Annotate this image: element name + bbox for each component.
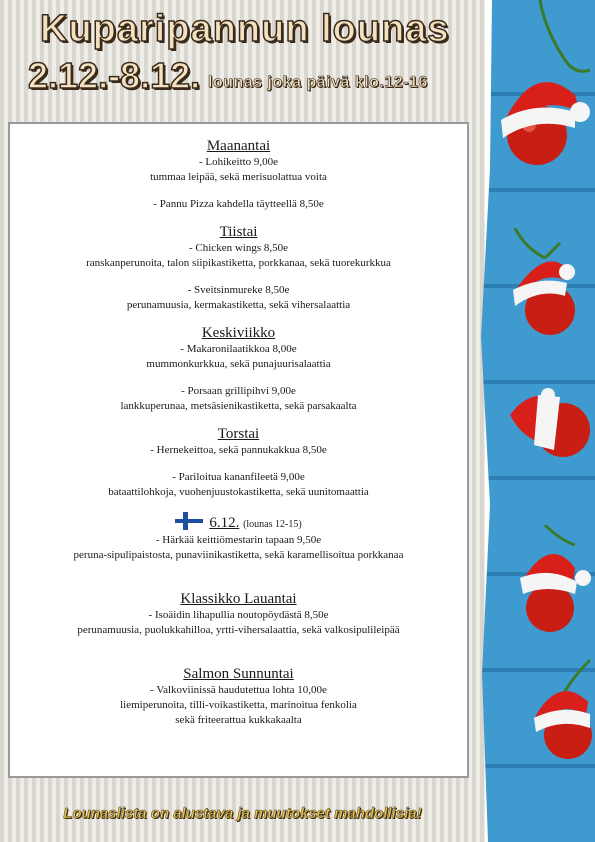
day-heading: Keskiviikko: [201, 325, 276, 341]
menu-item-description: perunamuusia, puolukkahilloa, yrtti-vihersalaattia, sekä valkosipulileipää: [77, 624, 400, 636]
menu-item: - Lohikeitto 9,00e: [198, 156, 279, 168]
menu-day-tuesday: [0, 224, 477, 313]
menu-item-description: tummaa leipää, sekä merisuolattua voita: [150, 171, 327, 183]
finnish-flag-icon: [175, 512, 203, 530]
menu-item: - Chicken wings 8,50e: [189, 242, 288, 254]
menu-item: - Pannu Pizza kahdella täytteellä 8,50e: [153, 198, 324, 210]
menu-item-description: perunamuusia, kermakastiketta, sekä vihersalaattia: [126, 299, 351, 311]
date-range: 2.12.-8.12.: [28, 55, 201, 96]
menu-day-wednesday: [0, 325, 477, 414]
menu-day-friday: [0, 512, 477, 563]
menu-item-description: sekä friteerattua kukkakaalta: [175, 714, 302, 726]
tomato-santa-hat-icon: [505, 228, 595, 338]
menu-item-description: liemiperunoita, tilli-voikastiketta, marinoitua fenkolia: [120, 699, 357, 711]
day-heading-text: 6.12.: [209, 515, 240, 531]
day-note: (lounas 12-15): [243, 519, 302, 530]
menu-item-description: lankkuperunaa, metsäsienikastiketta, sekä parsakaalta: [120, 400, 357, 412]
menu-item: - Härkää keittiömestarin tapaan 9,50e: [155, 534, 322, 546]
lunch-hours: lounas joka päivä klo.12-16: [208, 74, 428, 91]
menu-item-description: peruna-sipulipaistosta, punaviinikastiketta, sekä karamellisoitua porkkanaa: [73, 549, 404, 561]
day-heading: Klassikko Lauantai: [180, 591, 297, 607]
menu-item-description: mummonkurkkua, sekä punajuurisalaattia: [146, 358, 331, 370]
menu-item: - Isoäidin lihapullia noutopöydästä 8,50e: [148, 609, 329, 621]
day-heading: Maanantai: [206, 138, 271, 154]
menu-day-thursday: [0, 426, 477, 500]
menu-item: - Pariloitua kananfileetä 9,00e: [172, 471, 305, 483]
tomato-santa-hat-icon: [515, 520, 595, 635]
tomato-santa-hat-icon: [530, 640, 595, 765]
disclaimer-footer: Lounaslista on alustava ja muutokset mahdollisia!: [63, 805, 422, 822]
lunch-menu: [0, 138, 477, 728]
menu-day-saturday: [0, 591, 477, 638]
tomato-santa-hat-icon: [508, 385, 595, 460]
menu-item-description: ranskanperunoita, talon siipikastiketta, porkkanaa, sekä tuorekurkkua: [86, 257, 391, 269]
menu-item: - Hernekeittoa, sekä pannukakkua 8,50e: [150, 444, 327, 456]
day-heading: [0, 512, 477, 533]
menu-item-description: bataattilohkoja, vuohenjuustokastiketta, sekä uunitomaattia: [108, 486, 369, 498]
day-heading: Tiistai: [219, 224, 258, 240]
day-heading: Salmon Sunnuntai: [183, 666, 294, 682]
menu-item: - Valkoviinissä haudutettua lohta 10,00e: [150, 684, 327, 696]
tomato-santa-hat-icon: [495, 0, 595, 170]
menu-item: - Makaronilaatikkoa 8,00e: [180, 343, 297, 355]
page-title: Kuparipannun lounas: [40, 8, 450, 50]
menu-day-monday: [0, 138, 477, 212]
menu-day-sunday: [0, 666, 477, 728]
menu-item: - Porsaan grillipihvi 9,00e: [181, 385, 296, 397]
menu-item: - Sveitsinmureke 8,50e: [187, 284, 290, 296]
day-heading: Torstai: [217, 426, 260, 442]
